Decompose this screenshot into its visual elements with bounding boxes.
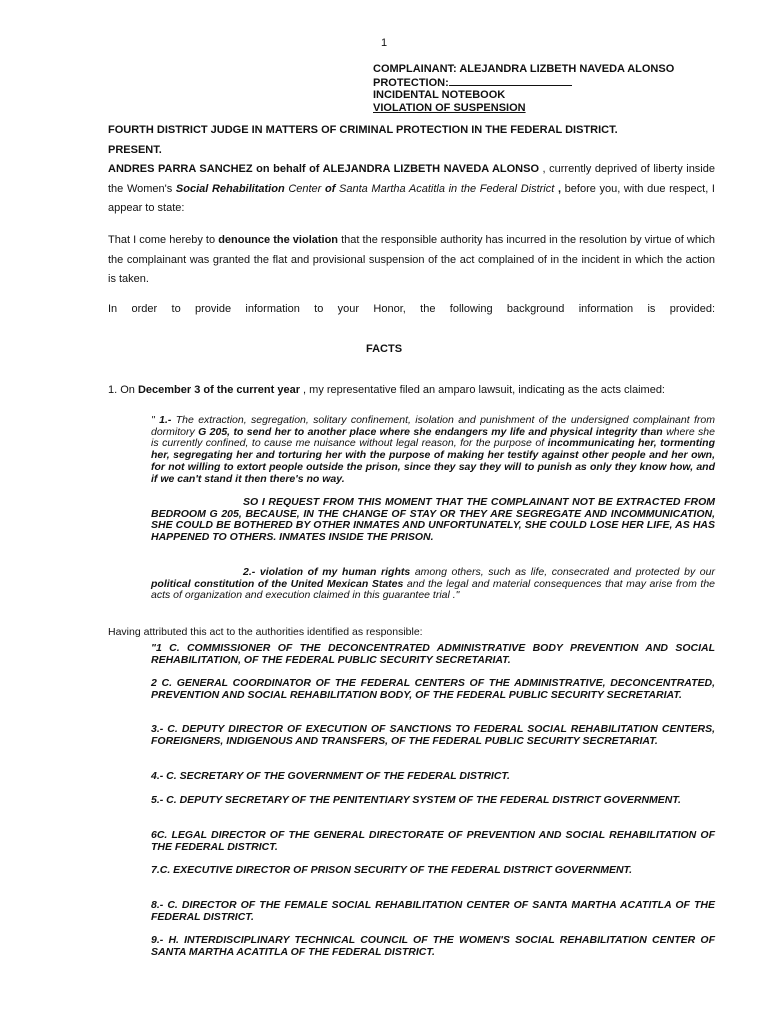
claim-bold: political constitution of the United Mexican States [151, 577, 404, 590]
claim-text: The extraction, segregation, solitary confinement, isolation and punishment of the undersigned complainant from dormitory [151, 414, 715, 438]
intro-place: Santa Martha Acatitla in the Federal District [335, 182, 555, 195]
intro-comma: , [554, 182, 562, 195]
intro-text: , currently deprived of liberty inside the Women's [108, 163, 715, 195]
fact-1-paragraph [108, 381, 715, 401]
responsible-lead: Having attributed this act to the authorities identified as responsible: [108, 626, 423, 638]
addressee-line-2: PRESENT. [108, 143, 162, 156]
fact-date: December 3 of the current year [137, 384, 300, 396]
authority-item: 8.- C. DIRECTOR OF THE FEMALE SOCIAL REHABILITATION CENTER OF SANTA MARTHA ACATITLA OF THE FEDERAL DISTRICT. [151, 899, 715, 923]
quote-open: " [151, 414, 160, 426]
purpose-text: That I come hereby to [108, 234, 219, 246]
authority-item: 2 C. GENERAL COORDINATOR OF THE FEDERAL CENTERS OF THE ADMINISTRATIVE, DECONCENTRATED, PREVENTION AND SOCIAL REHABILITATION BODY, OF THE FEDERAL PUBLIC SECURITY SECRETARIAT. [151, 677, 715, 701]
claim-bold: 2.- violation of my human rights [243, 566, 411, 578]
purpose-bold: denounce the violation [218, 234, 339, 246]
purpose-paragraph [108, 231, 715, 290]
request-paragraph: SO I REQUEST FROM THIS MOMENT THAT THE COMPLAINANT NOT BE EXTRACTED FROM BEDROOM G 205, BECAUSE, IN THE CHANGE OF STAY OR THEY ARE SEGREGATE AND INCOMMUNICATION, SHE COULD BE BOTHERED BY OTHER INMATES AND UNFORTUNATELY, SHE COULD LOSE HER LIFE, AS HAS HAPPENED TO OTHERS. INMATES INSIDE THE PRISON. [151, 496, 715, 544]
facts-heading: FACTS [365, 343, 403, 355]
subject-line: VIOLATION OF SUSPENSION [373, 101, 526, 114]
addressee-line-1: FOURTH DISTRICT JUDGE IN MATTERS OF CRIMINAL PROTECTION IN THE FEDERAL DISTRICT. [108, 124, 618, 136]
intro-text: Center [284, 182, 325, 195]
claim-bold: incommunicating her, tormenting her, segregating her and torturing her with the purpose of making her testify against other people and her own, for not willing to extort people outside the prison, since they say they will to punish as only they know how, and if we can't stand it then there's no way. [151, 437, 715, 485]
claim-text: where she is currently confined, to cause me nuisance without legal reason, for the purpose of [151, 425, 715, 450]
protection-blank [449, 76, 572, 86]
claim-text: among others, such as life, consecrated and protected by our [410, 566, 715, 578]
authority-item: 4.- C. SECRETARY OF THE GOVERNMENT OF THE FEDERAL DISTRICT. [151, 770, 510, 782]
claimed-act-1 [151, 415, 715, 485]
intro-text: before you, with due respect, I appear to state: [108, 182, 715, 214]
case-header [373, 63, 674, 114]
page-number: 1 [380, 37, 388, 49]
authority-item: 6C. LEGAL DIRECTOR OF THE GENERAL DIRECTORATE OF PREVENTION AND SOCIAL REHABILITATION OF THE FEDERAL DISTRICT. [151, 829, 715, 853]
fact-text: , my representative filed an amparo lawsuit, indicating as the acts claimed: [299, 384, 665, 396]
authority-item: 5.- C. DEPUTY SECRETARY OF THE PENITENTIARY SYSTEM OF THE FEDERAL DISTRICT GOVERNMENT. [151, 794, 681, 806]
representative-name: ANDRES PARRA SANCHEZ on behalf of ALEJANDRA LIZBETH NAVEDA ALONSO [108, 163, 539, 175]
authority-item: "1 C. COMMISSIONER OF THE DECONCENTRATED ADMINISTRATIVE BODY PREVENTION AND SOCIAL REHABILITATION, OF THE FEDERAL PUBLIC SECURITY SECRETARIAT. [151, 642, 715, 666]
addressee [108, 121, 718, 160]
intro-paragraph [108, 160, 715, 219]
claimed-act-2 [151, 567, 715, 602]
purpose-text: that the responsible authority has incurred in the resolution by virtue of which the complainant was granted the flat and provisional suspension of the act complained of in the incident in which the action is taken. [108, 234, 715, 285]
notebook-line: INCIDENTAL NOTEBOOK [373, 89, 506, 101]
protection-line [373, 76, 674, 90]
authority-item: 7.C. EXECUTIVE DIRECTOR OF PRISON SECURITY OF THE FEDERAL DISTRICT GOVERNMENT. [151, 864, 633, 876]
background-paragraph: In order to provide information to your Honor, the following background information is provided: [108, 303, 715, 315]
complainant-line: COMPLAINANT: ALEJANDRA LIZBETH NAVEDA ALONSO [373, 63, 675, 75]
authority-item: 9.- H. INTERDISCIPLINARY TECHNICAL COUNCIL OF THE WOMEN'S SOCIAL REHABILITATION CENTER OF SANTA MARTHA ACATITLA OF THE FEDERAL DISTRICT. [151, 934, 715, 958]
claim-text: and the legal and material consequences that may arise from the acts of organization and execution claimed in this guarantee trial ." [151, 577, 715, 602]
fact-text: 1. On [108, 384, 138, 396]
intro-of: of [324, 182, 336, 195]
claim-number: 1.- [159, 414, 172, 426]
claim-bold: G 205, to send her to another place where she endangers my life and physical integrity than [198, 425, 663, 438]
intro-center: Social Rehabilitation [175, 182, 285, 195]
authority-item: 3.- C. DEPUTY DIRECTOR OF EXECUTION OF SANCTIONS TO FEDERAL SOCIAL REHABILITATION CENTERS, FOREIGNERS, INDIGENOUS AND TRANSFERS, OF THE FEDERAL PUBLIC SECURITY SECRETARIAT. [151, 723, 715, 747]
protection-label: PROTECTION: [373, 76, 449, 89]
